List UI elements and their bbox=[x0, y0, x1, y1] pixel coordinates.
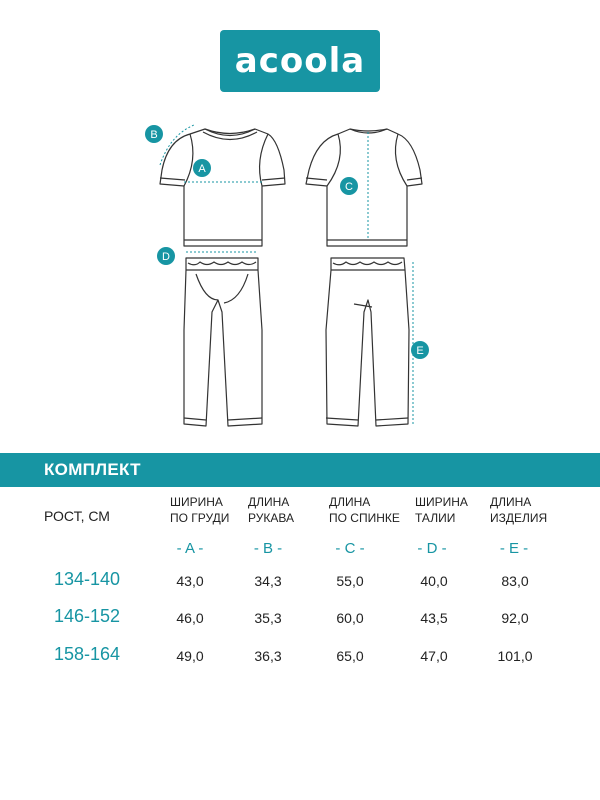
table-cell: 34,3 bbox=[254, 573, 282, 589]
table-cell: 101,0 bbox=[497, 648, 533, 664]
brand-logo-text: acoola bbox=[234, 41, 366, 81]
section-title: КОМПЛЕКТ bbox=[44, 460, 141, 479]
column-header-line2: ТАЛИИ bbox=[415, 511, 456, 525]
column-code-e: - E - bbox=[499, 540, 529, 557]
tshirt-back-drawing bbox=[306, 129, 422, 246]
column-header-item-length bbox=[490, 494, 547, 526]
table-cell: 47,0 bbox=[420, 648, 448, 664]
pants-back-drawing bbox=[326, 258, 409, 426]
column-code-b: - B - bbox=[253, 540, 283, 557]
column-header-line1: ШИРИНА bbox=[415, 495, 468, 509]
table-cell: 55,0 bbox=[336, 573, 364, 589]
column-header-chest-width bbox=[170, 494, 229, 526]
table-row-size: 134-140 bbox=[54, 569, 121, 589]
table-cell: 43,5 bbox=[420, 610, 448, 626]
marker-d-label: D bbox=[162, 251, 170, 263]
table-cell: 60,0 bbox=[336, 610, 364, 626]
table-row-size: 146-152 bbox=[54, 606, 121, 626]
column-header-line2: ПО ГРУДИ bbox=[170, 511, 230, 525]
column-header-line1: ДЛИНА bbox=[329, 495, 371, 509]
section-header-band bbox=[0, 453, 600, 487]
column-header-sleeve-length bbox=[248, 494, 294, 526]
pants-front-drawing bbox=[184, 258, 262, 426]
column-header-line2: ИЗДЕЛИЯ bbox=[490, 511, 548, 525]
column-code-c: - C - bbox=[335, 540, 365, 557]
table-cell: 35,3 bbox=[254, 610, 282, 626]
table-cell: 46,0 bbox=[176, 610, 204, 626]
marker-b-label: B bbox=[150, 129, 158, 141]
tshirt-front-drawing bbox=[160, 129, 285, 246]
marker-a-label: A bbox=[198, 163, 206, 175]
marker-c-label: C bbox=[345, 181, 353, 193]
marker-e-label: E bbox=[416, 345, 424, 357]
column-header-back-length bbox=[329, 494, 400, 526]
table-row-size: 158-164 bbox=[54, 644, 121, 664]
column-header-line1: ШИРИНА bbox=[170, 495, 223, 509]
column-code-d: - D - bbox=[417, 540, 447, 557]
column-code-a: - A - bbox=[176, 540, 204, 557]
table-cell: 65,0 bbox=[336, 648, 364, 664]
table-cell: 36,3 bbox=[254, 648, 282, 664]
table-cell: 92,0 bbox=[501, 610, 529, 626]
table-cell: 49,0 bbox=[176, 648, 204, 664]
table-cell: 43,0 bbox=[176, 573, 204, 589]
column-header-line2: ПО СПИНКЕ bbox=[329, 511, 400, 525]
column-header-waist-width bbox=[415, 494, 468, 526]
table-cell: 40,0 bbox=[420, 573, 448, 589]
column-header-line2: РУКАВА bbox=[248, 511, 294, 525]
table-cell: 83,0 bbox=[501, 573, 529, 589]
row-label-height: РОСТ, СМ bbox=[44, 508, 110, 524]
column-header-line1: ДЛИНА bbox=[248, 495, 290, 509]
column-header-line1: ДЛИНА bbox=[490, 495, 532, 509]
